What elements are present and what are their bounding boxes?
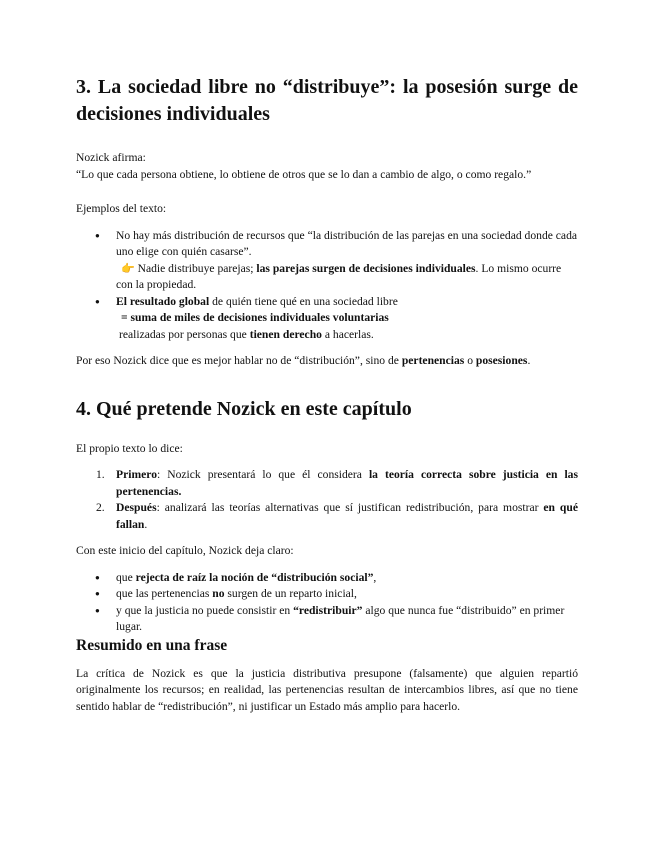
examples-list bbox=[76, 228, 578, 344]
intro-label: Nozick afirma: bbox=[76, 151, 146, 164]
section-4-clarify: Con este inicio del capítulo, Nozick deja claro: bbox=[76, 544, 294, 557]
list-item bbox=[96, 500, 578, 533]
item-lead-bold: Primero bbox=[116, 468, 157, 481]
numbered-list bbox=[76, 467, 578, 533]
list-item bbox=[116, 570, 578, 587]
conclusion-text: Por eso Nozick dice que es mejor hablar no de “distribución”, sino de bbox=[76, 354, 402, 367]
list-item bbox=[116, 228, 578, 294]
bullet2-bold: El resultado global bbox=[116, 294, 210, 308]
document-content bbox=[76, 74, 578, 715]
bullet2-line3-end: a hacerlas. bbox=[321, 327, 374, 341]
bullet-text: que las pertenencias bbox=[116, 587, 213, 600]
section-3-heading: 3. La sociedad libre no “distribuye”: la posesión surge de decisiones individuales bbox=[76, 76, 578, 125]
examples-label: Ejemplos del texto: bbox=[76, 202, 167, 215]
bullet2-equation: = suma de miles de decisiones individuales voluntarias bbox=[121, 311, 389, 324]
section-3-conclusion bbox=[76, 353, 578, 370]
conclusion-bold-2: posesiones bbox=[475, 354, 528, 367]
bullet-bold: no bbox=[212, 587, 225, 600]
list-item bbox=[116, 294, 578, 344]
summary-text: La crítica de Nozick es que la justicia distributiva presupone (falsamente) que alguien repartió originalmente los recursos; en realidad, las pertenencias resultan de intercambios libres, así que no tiene sentido hablar de “redistribución”, ni justificar un Estado más amplio para hacerlo. bbox=[76, 666, 578, 713]
list-number: 1. bbox=[96, 468, 105, 481]
bullet1-bold: las parejas surgen de decisiones individuales bbox=[256, 261, 476, 275]
list-number: 2. bbox=[96, 501, 105, 514]
bullet1-line2-text: Nadie distribuye parejas; bbox=[134, 261, 257, 275]
bullet-end: algo que nunca fue “distribuido” en primer lugar. bbox=[116, 603, 565, 633]
bullet2-text: de quién tiene qué en una sociedad libre bbox=[209, 294, 398, 308]
list-item bbox=[116, 586, 578, 603]
list-item bbox=[96, 467, 578, 500]
bullet-bold: “redistribuir” bbox=[293, 603, 363, 617]
bullet2-line3-bold: tienen derecho bbox=[249, 327, 322, 341]
bullet2-line3-text: realizadas por personas que bbox=[119, 327, 250, 341]
bullet-end: surgen de un reparto inicial, bbox=[224, 587, 357, 600]
clarify-list bbox=[76, 570, 578, 636]
list-item bbox=[116, 603, 578, 636]
item-emphasis: la teoría correcta sobre justicia en las pertenencias. bbox=[116, 468, 578, 498]
nozick-quote: “Lo que cada persona obtiene, lo obtiene de otros que se lo dan a cambio de algo, o como regalo.” bbox=[76, 167, 532, 181]
section-4-intro: El propio texto lo dice: bbox=[76, 441, 183, 455]
item-lead-bold: Después bbox=[116, 501, 157, 514]
bullet-bold: rejecta de raíz la noción de “distribución social” bbox=[135, 570, 374, 584]
item-text: : Nozick presentará lo que él considera bbox=[157, 468, 369, 481]
conclusion-bold-1: pertenencias bbox=[401, 354, 465, 367]
item-text: : analizará las teorías alternativas que sí justifican redistribución, para mostrar bbox=[156, 501, 544, 514]
bullet-text: que bbox=[116, 570, 136, 584]
conclusion-connector: o bbox=[464, 354, 476, 367]
bullet-end: , bbox=[373, 570, 377, 584]
summary-heading: Resumido en una frase bbox=[76, 636, 228, 654]
bullet1-text: No hay más distribución de recursos que “la distribución de las parejas en una sociedad donde cada uno elige con quién casarse”. bbox=[116, 228, 578, 258]
item-end: . bbox=[144, 517, 148, 531]
section-4-heading: 4. Qué pretende Nozick en este capítulo bbox=[76, 397, 412, 420]
pointing-hand-icon: 👉 bbox=[121, 261, 135, 275]
item-emphasis: en qué fallan bbox=[116, 501, 578, 531]
bullet1-line2 bbox=[116, 262, 561, 292]
bullet2-line3 bbox=[116, 328, 374, 341]
bullet1-line2-end: . Lo mismo ocurre con la propiedad. bbox=[116, 261, 562, 291]
bullet-text: y que la justicia no puede consistir en bbox=[116, 603, 294, 617]
conclusion-end: . bbox=[527, 354, 531, 367]
